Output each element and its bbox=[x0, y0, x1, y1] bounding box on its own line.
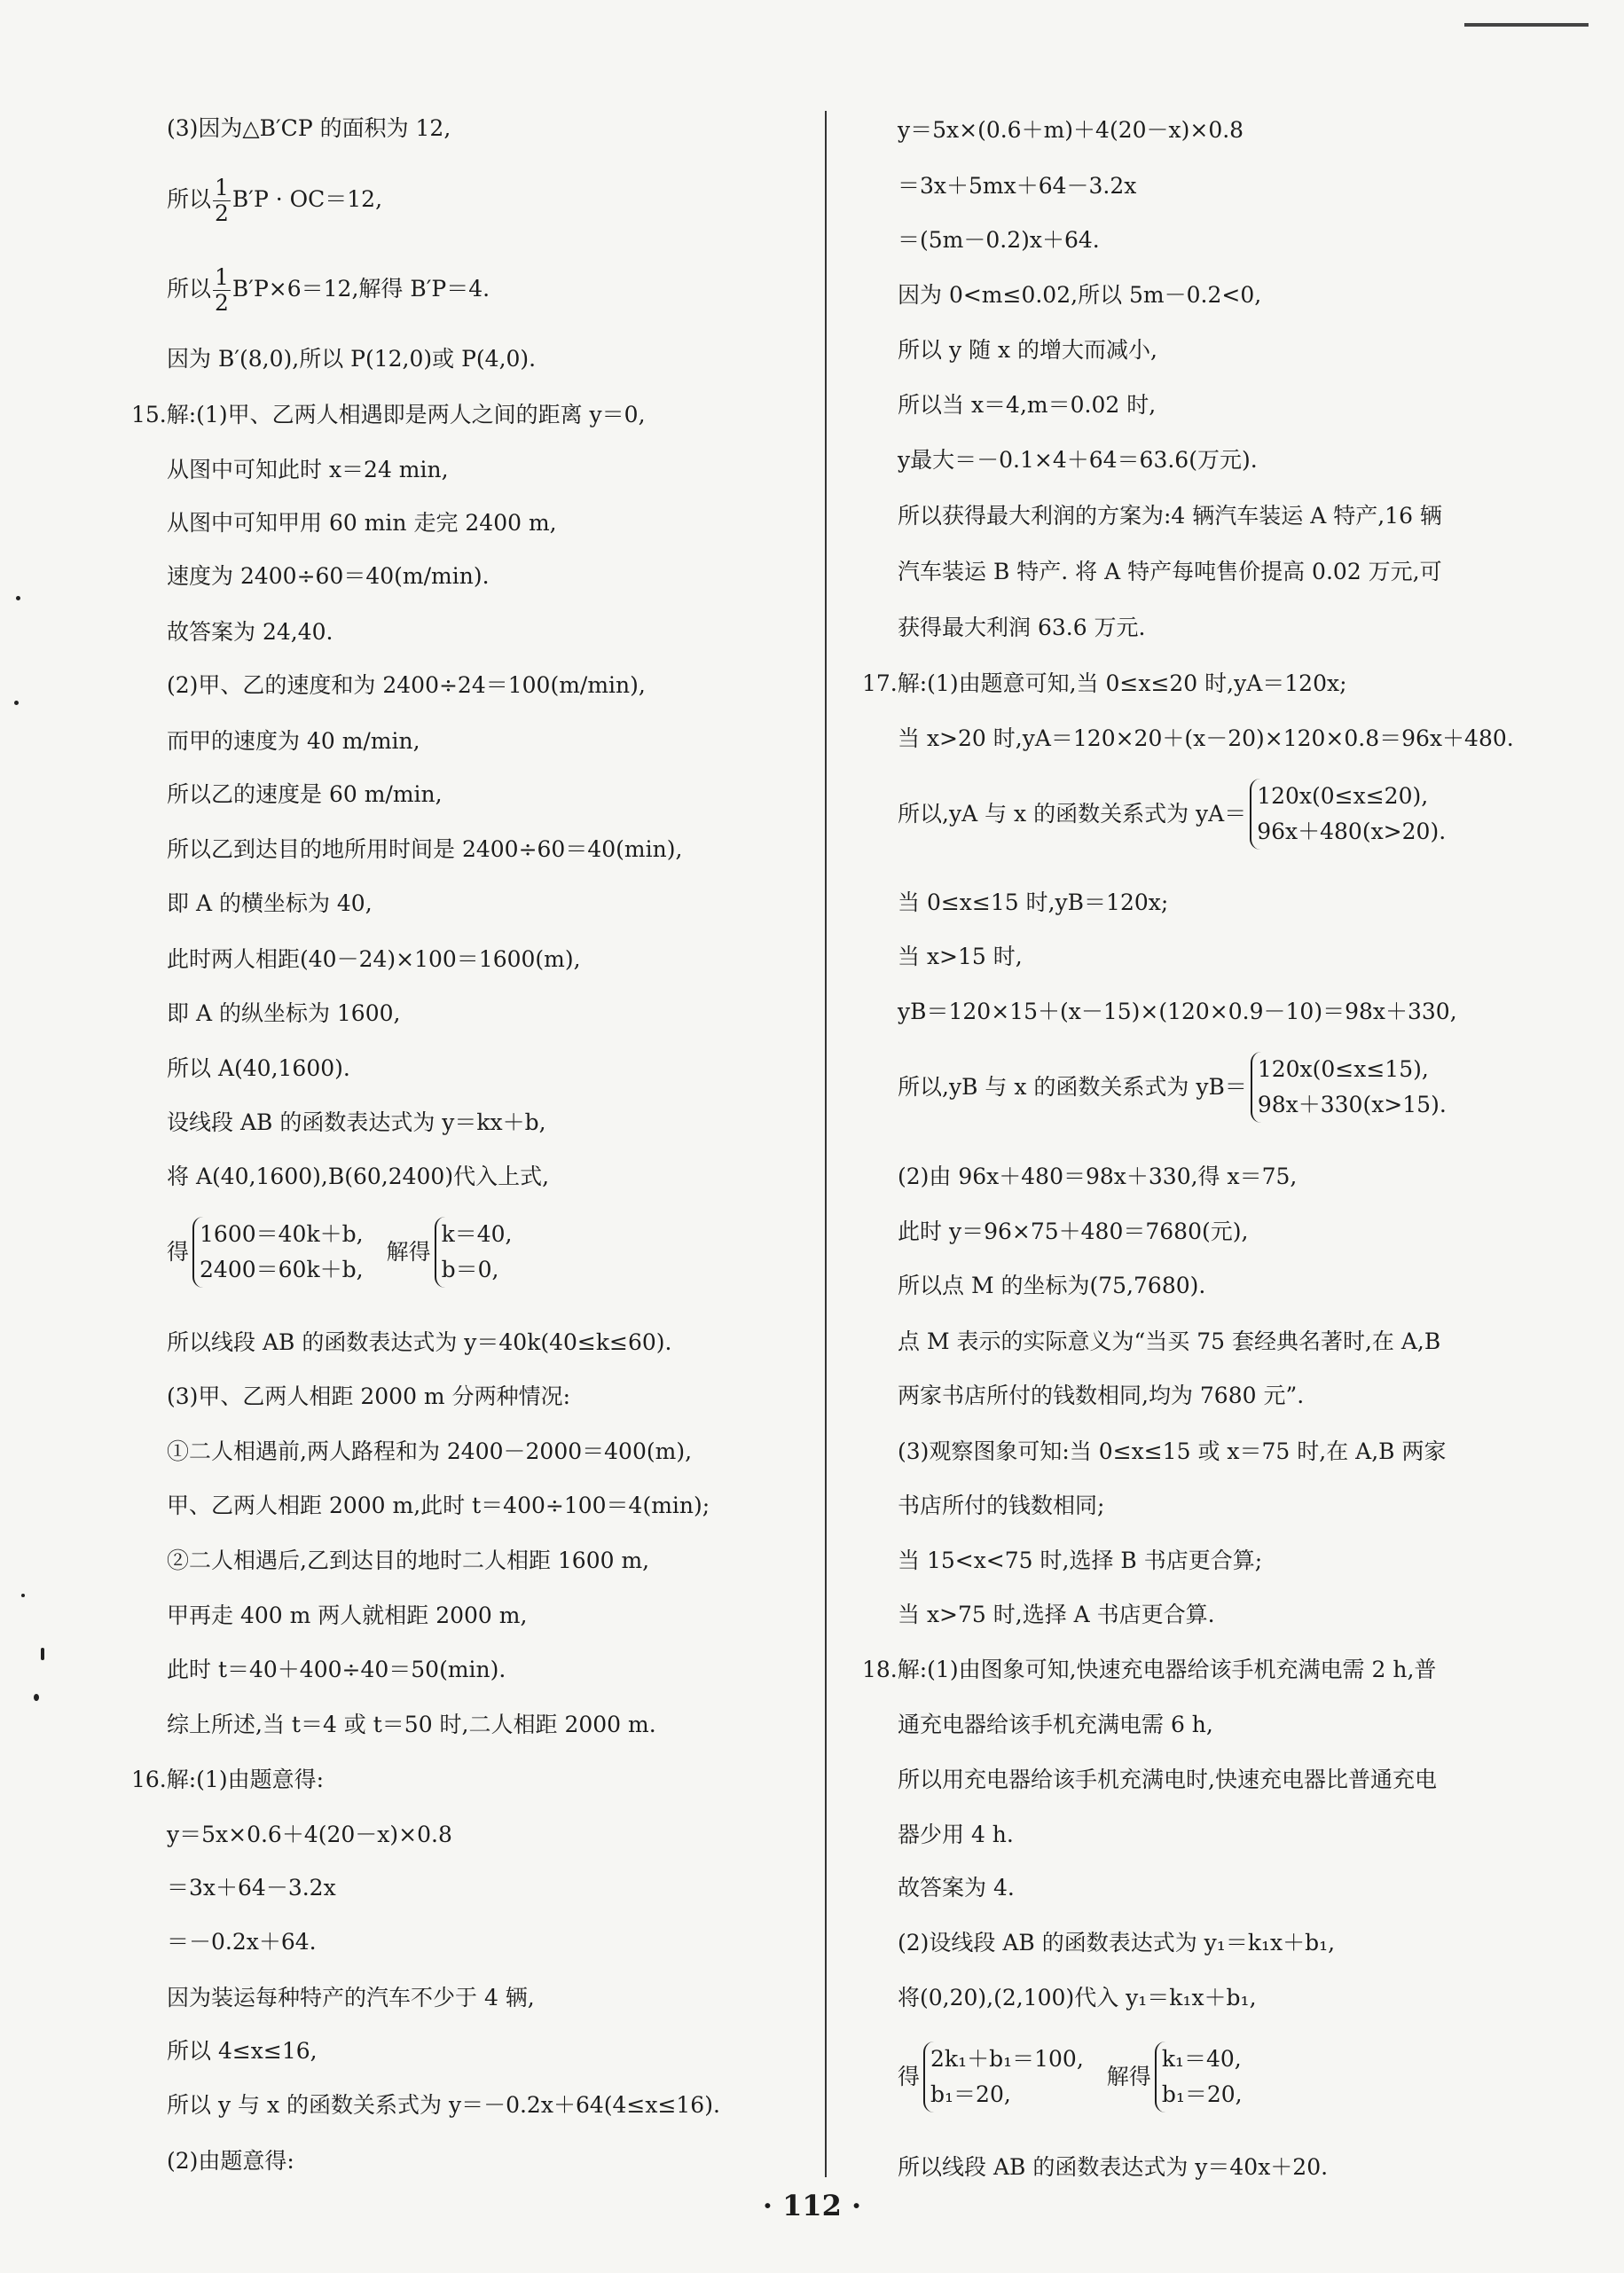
line-prefix: 所以 bbox=[167, 186, 212, 212]
top-rule bbox=[1464, 23, 1589, 27]
text-line: 器少用 4 h. bbox=[898, 1822, 1014, 1847]
problem-18-heading: 18.解:(1)由图象可知,快速充电器给该手机充满电需 2 h,普 bbox=[862, 1657, 1437, 1682]
text-line-fraction bbox=[167, 167, 382, 232]
system-row: 120x(0≤x≤20), bbox=[1257, 783, 1429, 809]
fraction-numerator: 1 bbox=[215, 175, 229, 200]
text-line: 所以获得最大利润的方案为:4 辆汽车装运 A 特产,16 辆 bbox=[898, 503, 1442, 529]
text-line: 所以乙的速度是 60 m/min, bbox=[167, 781, 443, 807]
system-connector: 解得 bbox=[1106, 2064, 1151, 2089]
text-line: y＝5x×(0.6＋m)＋4(20－x)×0.8 bbox=[898, 117, 1244, 143]
system-row: 98x＋330(x>15). bbox=[1257, 1092, 1447, 1117]
text-line: 将 A(40,1600),B(60,2400)代入上式, bbox=[167, 1164, 550, 1189]
problem-15-heading: 15.解:(1)甲、乙两人相遇即是两人之间的距离 y＝0, bbox=[131, 402, 646, 427]
text-line: 当 x>75 时,选择 A 书店更合算. bbox=[898, 1602, 1215, 1627]
scan-speck bbox=[41, 1648, 44, 1660]
text-line: 因为 B′(8,0),所以 P(12,0)或 P(4,0). bbox=[167, 346, 537, 372]
text-line: 即 A 的横坐标为 40, bbox=[167, 890, 373, 916]
text-line: 设线段 AB 的函数表达式为 y＝kx＋b, bbox=[167, 1109, 546, 1135]
system-prefix: 得 bbox=[898, 2064, 921, 2089]
text-line: 所以 y 与 x 的函数关系式为 y＝－0.2x＋64(4≤x≤16). bbox=[167, 2092, 720, 2118]
text-line: 速度为 2400÷60＝40(m/min). bbox=[167, 563, 490, 589]
piecewise-function-line bbox=[898, 1052, 1447, 1132]
system-row: b＝0, bbox=[441, 1257, 499, 1282]
text-line: 甲再走 400 m 两人就相距 2000 m, bbox=[167, 1603, 528, 1628]
text-line: 所以 4≤x≤16, bbox=[167, 2038, 318, 2064]
text-line: 将(0,20),(2,100)代入 y₁＝k₁x＋b₁, bbox=[898, 1985, 1257, 2010]
text-line: (2)设线段 AB 的函数表达式为 y₁＝k₁x＋b₁, bbox=[898, 1930, 1336, 1956]
system-row: 2k₁＋b₁＝100, bbox=[930, 2046, 1084, 2072]
text-line: 点 M 表示的实际意义为“当买 75 套经典名著时,在 A,B bbox=[898, 1329, 1441, 1354]
system-row: k＝40, bbox=[441, 1221, 513, 1247]
piecewise-system bbox=[1251, 1052, 1447, 1123]
text-line: ＝－0.2x＋64. bbox=[167, 1929, 317, 1955]
scan-speck bbox=[16, 596, 20, 600]
text-line: 甲、乙两人相距 2000 m,此时 t＝400÷100＝4(min); bbox=[167, 1493, 710, 1518]
text-line: 此时 y＝96×75＋480＝7680(元), bbox=[898, 1219, 1249, 1244]
system-row: k₁＝40, bbox=[1161, 2046, 1242, 2072]
text-line: ＝3x＋64－3.2x bbox=[167, 1875, 336, 1901]
text-line: 当 0≤x≤15 时,yB＝120x; bbox=[898, 890, 1169, 915]
system-row: 1600＝40k＋b, bbox=[200, 1221, 364, 1247]
text-line: ＝(5m－0.2)x＋64. bbox=[898, 227, 1100, 253]
text-line: 综上所述,当 t＝4 或 t＝50 时,二人相距 2000 m. bbox=[167, 1712, 656, 1737]
text-line: y最大＝－0.1×4＋64＝63.6(万元). bbox=[898, 447, 1258, 473]
text-line: 此时 t＝40＋400÷40＝50(min). bbox=[167, 1657, 506, 1682]
text-line: (3)因为△B′CP 的面积为 12, bbox=[167, 115, 451, 141]
text-line: 书店所付的钱数相同; bbox=[898, 1493, 1105, 1518]
fraction bbox=[213, 176, 231, 226]
equation-system bbox=[192, 1217, 364, 1288]
fraction-numerator: 1 bbox=[215, 264, 229, 290]
text-line: 所以 A(40,1600). bbox=[167, 1055, 350, 1081]
system-connector: 解得 bbox=[386, 1239, 431, 1265]
system-prefix: 所以,yA 与 x 的函数关系式为 yA＝ bbox=[898, 801, 1247, 827]
text-line: 两家书店所付的钱数相同,均为 7680 元”. bbox=[898, 1383, 1305, 1408]
text-line: 因为 0<m≤0.02,所以 5m－0.2<0, bbox=[898, 282, 1262, 308]
equation-system-line bbox=[167, 1217, 513, 1297]
text-line: 通充电器给该手机充满电需 6 h, bbox=[898, 1712, 1213, 1737]
text-line: (3)观察图象可知:当 0≤x≤15 或 x＝75 时,在 A,B 两家 bbox=[898, 1438, 1447, 1464]
solution-system bbox=[435, 1217, 513, 1288]
text-line: 所以点 M 的坐标为(75,7680). bbox=[898, 1273, 1206, 1298]
fraction bbox=[213, 265, 231, 316]
text-line: ②二人相遇后,乙到达目的地时二人相距 1600 m, bbox=[167, 1548, 650, 1573]
system-row: 120x(0≤x≤15), bbox=[1257, 1056, 1429, 1082]
text-line: 故答案为 24,40. bbox=[167, 619, 333, 645]
scan-speck bbox=[14, 701, 19, 705]
text-line: 所以 y 随 x 的增大而减小, bbox=[898, 337, 1157, 363]
text-line: 而甲的速度为 40 m/min, bbox=[167, 728, 420, 754]
text-line: ①二人相遇前,两人路程和为 2400－2000＝400(m), bbox=[167, 1438, 693, 1464]
text-line: 因为装运每种特产的汽车不少于 4 辆, bbox=[167, 1985, 535, 2010]
text-line: 当 x>15 时, bbox=[898, 944, 1023, 969]
equation-system bbox=[923, 2042, 1084, 2112]
text-line: 即 A 的纵坐标为 1600, bbox=[167, 1000, 401, 1026]
fraction-denominator: 2 bbox=[215, 290, 229, 316]
system-row: b₁＝20, bbox=[1161, 2081, 1243, 2107]
fraction-denominator: 2 bbox=[215, 200, 229, 226]
text-line: 汽车装运 B 特产. 将 A 特产每吨售价提高 0.02 万元,可 bbox=[898, 559, 1442, 584]
text-line: 所以乙到达目的地所用时间是 2400÷60＝40(min), bbox=[167, 836, 683, 862]
text-line: 从图中可知此时 x＝24 min, bbox=[167, 457, 449, 482]
text-line: 所以线段 AB 的函数表达式为 y＝40x＋20. bbox=[898, 2154, 1329, 2180]
text-line: (2)由 96x＋480＝98x＋330,得 x＝75, bbox=[898, 1164, 1298, 1189]
text-line: 当 x>20 时,yA＝120×20＋(x－20)×120×0.8＝96x＋480. bbox=[898, 725, 1514, 751]
text-line: ＝3x＋5mx＋64－3.2x bbox=[898, 173, 1137, 199]
text-line-fraction bbox=[167, 256, 490, 322]
text-line: y＝5x×0.6＋4(20－x)×0.8 bbox=[167, 1822, 452, 1847]
page-number: · 112 · bbox=[762, 2189, 862, 2222]
text-line: 所以当 x＝4,m＝0.02 时, bbox=[898, 392, 1157, 418]
text-line: 此时两人相距(40－24)×100＝1600(m), bbox=[167, 946, 581, 972]
text-line: 当 15<x<75 时,选择 B 书店更合算; bbox=[898, 1548, 1263, 1573]
system-row: b₁＝20, bbox=[930, 2081, 1011, 2107]
line-suffix: B′P · OC＝12, bbox=[231, 186, 383, 212]
column-divider bbox=[825, 111, 827, 2177]
line-prefix: 所以 bbox=[167, 276, 212, 302]
text-line: 获得最大利润 63.6 万元. bbox=[898, 615, 1146, 640]
text-line: (2)甲、乙的速度和为 2400÷24＝100(m/min), bbox=[167, 672, 646, 698]
text-line: (3)甲、乙两人相距 2000 m 分两种情况: bbox=[167, 1383, 571, 1409]
text-line: yB＝120×15＋(x－15)×(120×0.9－10)＝98x＋330, bbox=[898, 999, 1457, 1024]
equation-system-line bbox=[898, 2042, 1243, 2121]
problem-17-heading: 17.解:(1)由题意可知,当 0≤x≤20 时,yA＝120x; bbox=[862, 670, 1347, 696]
scan-speck bbox=[34, 1694, 39, 1701]
text-line: 故答案为 4. bbox=[898, 1875, 1015, 1901]
piecewise-system bbox=[1250, 779, 1446, 850]
text-line: 从图中可知甲用 60 min 走完 2400 m, bbox=[167, 510, 557, 536]
text-line: (2)由题意得: bbox=[167, 2148, 294, 2174]
system-prefix: 所以,yB 与 x 的函数关系式为 yB＝ bbox=[898, 1074, 1247, 1100]
solution-system bbox=[1155, 2042, 1243, 2112]
system-row: 2400＝60k＋b, bbox=[200, 1257, 364, 1282]
text-line: 所以用充电器给该手机充满电时,快速充电器比普通充电 bbox=[898, 1767, 1437, 1792]
system-prefix: 得 bbox=[167, 1239, 190, 1265]
text-line: 所以线段 AB 的函数表达式为 y＝40k(40≤k≤60). bbox=[167, 1329, 672, 1355]
scan-speck bbox=[21, 1594, 25, 1597]
piecewise-function-line bbox=[898, 779, 1446, 858]
line-suffix: B′P×6＝12,解得 B′P＝4. bbox=[231, 276, 490, 302]
problem-16-heading: 16.解:(1)由题意得: bbox=[131, 1767, 325, 1792]
system-row: 96x＋480(x>20). bbox=[1257, 819, 1447, 844]
